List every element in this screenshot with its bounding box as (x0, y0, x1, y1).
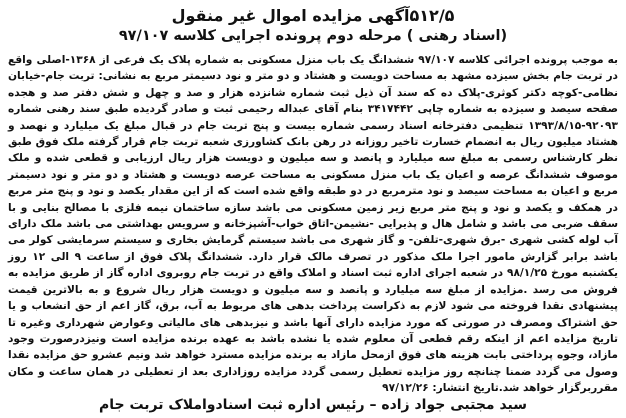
notice-body: به موجب پرونده اجرائی کلاسه ۹۷/۱۰۷ ششدانگ یک باب منزل مسکونی به شماره پلاک یک فرعی از ۱۳۶۸-اصلی واقع در تربت جام بخش سیزده مشهد به مساحت دویست و هشتاد و دو متر و نود دسیمتر مربع به نشانی: تربت جام-خیابان نظامی-کوچه دکتر کوثری-پلاک ده که سند آن ذیل ثبت شماره شانزده هزار و صد و چهل و شش دفتر صد و هجده صفحه سیصد و سیزده به شماره چاپی ۳۴۱۷۴۴۲ بنام آقای عبداله رحیمی ثبت و صادر گردیده طبق سند رهنی شماره ۹۲۰۹۳-۱۳۹۳/۸/۱۵ تنظیمی دفترخانه اسناد رسمی شماره بیست و پنج تربت جام در قبال مبلغ یک میلیارد و نهصد و هشتاد میلیون ریال به انضمام خسارت تاخیر روزانه در رهن بانک کشاورزی شعبه تربت جام قرار گرفته ملک فوق طبق نظر کارشناس رسمی به مبلغ سه میلیارد و پانصد و سه میلیون و دویست هزار ریال ارزیابی و قطعی شده و ملک موصوف ششدانگ عرصه و اعیان یک باب منزل مسکونی به مساحت عرصه دویست و هشتاد و دو متر و نود دسیمتر مربع و اعیان به مساحت سیصد و نود مترمربع در دو طبقه واقع شده است که از این مقدار یکصد و نود و پنج متر مربع در همکف و یکصد و نود و پنج متر مربع زیر زمین مسکونی می باشد سازه ساختمان نیمه فلزی با مصالح بنایی و با سقف ضربی می باشد و شامل هال و پذیرایی -نشیمن-اتاق خواب-آشپزخانه و سرویس بهداشتی می باشد ملک دارای آب لوله کشی شهری -برق شهری-تلفن- و گاز شهری می باشد سیستم گرمایش بخاری و سیستم سرمایشی کولر می باشد برابر گزارش مامور اجرا ملک مذکور در تصرف مالک قرار دارد. ششدانگ پلاک فوق از ساعت ۹ الی ۱۲ روز یکشنبه مورخ ۹۸/۱/۲۵ در شعبه اجرای اداره ثبت اسناد و املاک واقع در تربت جام روبروی اداره گاز از طریق مزایده به فروش می رسد .مزایده از مبلغ سه میلیارد و پانصد و سه میلیون و دویست هزار ریال شروع و به بالاترین قیمت پیشنهادی نقدا فروخته می شود لازم به ذکراست پرداخت بدهی های مربوط به آب، برق، گاز اعم از حق انشعاب و یا حق اشتراک ومصرف در صورتی که مورد مزایده دارای آنها باشد و نیزبدهی های مالیاتی وعوارض شهرداری وغیره تا تاریخ مزایده اعم از اینکه رقم قطعی آن معلوم شده یا نشده باشد به عهده برنده مزایده است ونیزدرصورت وجود مازاد، وجوه پرداختی بابت هزینه های فوق ازمحل مازاد به برنده مزایده مسترد خواهد شد ونیم عشرو حق مزایده نقدا وصول می گردد ضمنا چنانچه روز مزایده تعطیل رسمی گردد مزایده روزاداری بعد از تعطیلی در همان ساعت و مکان مقرربرگزار خواهد شد.تاریخ انتشار: ۹۷/۱۲/۲۶ (8, 54, 618, 395)
notice-title: ۵۱۲/۵آگهی مزایده اموال غیر منقول (171, 6, 455, 25)
notice-subtitle: (اسناد رهنی ) مرحله دوم پرونده اجرایی کلاسه ۹۷/۱۰۷ (118, 28, 508, 44)
notice-signature: سید مجتبی جواد زاده – رئیس اداره ثبت اسنادواملاک تربت جام (98, 397, 528, 413)
